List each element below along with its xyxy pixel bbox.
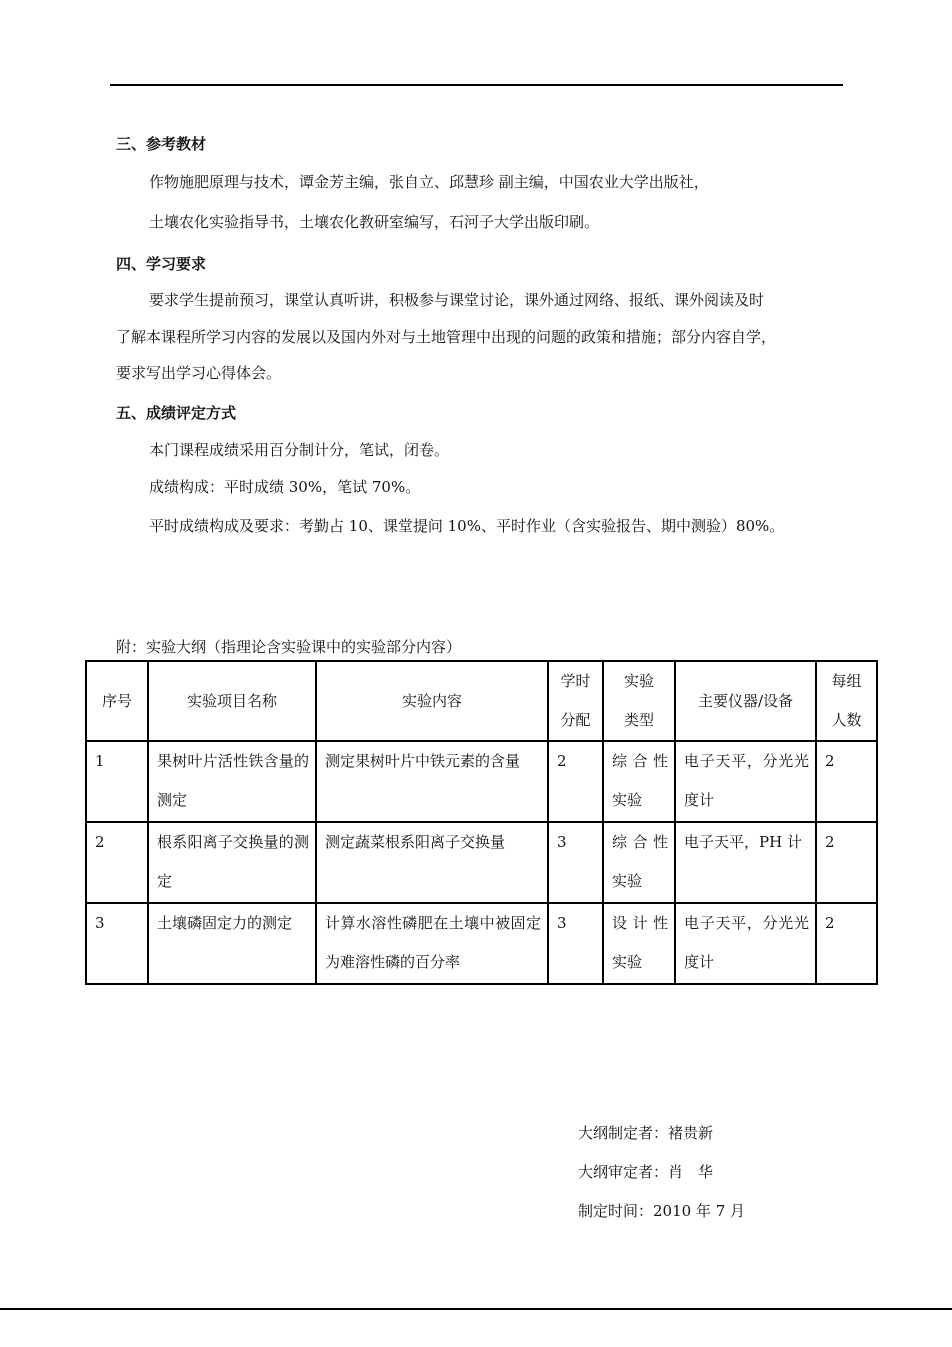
- cell-type: 设计性实验: [603, 903, 675, 984]
- requirements-line-3: 要求写出学习心得体会。: [116, 364, 282, 382]
- reference-line-1: 作物施肥原理与技术，谭金芳主编，张自立、邱慧珍 副主编，中国农业大学出版社，: [149, 173, 709, 191]
- cell-group: 2: [816, 903, 877, 984]
- cell-hours: 2: [548, 741, 603, 822]
- footer-rule: [0, 1308, 952, 1310]
- header-rule: [110, 84, 843, 86]
- cell-hours: 3: [548, 903, 603, 984]
- header-no: 序号: [86, 661, 148, 741]
- cell-no: 2: [86, 822, 148, 903]
- header-hours-line-1: 学时: [560, 672, 591, 690]
- header-name: 实验项目名称: [148, 661, 316, 741]
- header-group: [816, 661, 877, 741]
- section-heading-references: 三、参考教材: [116, 135, 207, 153]
- table-header-row: [86, 661, 877, 741]
- table-row: [86, 741, 877, 822]
- header-group-line-1: 每组: [831, 672, 862, 690]
- cell-name: 根系阳离子交换量的测定: [148, 822, 316, 903]
- grading-line-1: 本门课程成绩采用百分制计分，笔试，闭卷。: [149, 441, 450, 459]
- header-group-line-2: 人数: [831, 711, 862, 729]
- header-type-line-2: 类型: [623, 711, 654, 729]
- cell-equipment: 电子天平，分光光度计: [675, 741, 816, 822]
- cell-type: 综合性实验: [603, 741, 675, 822]
- outline-author: 大纲制定者：褚贵新: [578, 1124, 714, 1142]
- header-type-line-1: 实验: [623, 672, 654, 690]
- header-equipment: 主要仪器/设备: [675, 661, 816, 741]
- requirements-line-1: 要求学生提前预习，课堂认真听讲，积极参与课堂讨论，课外通过网络、报纸、课外阅读及时: [149, 291, 765, 309]
- reference-line-2: 土壤农化实验指导书，土壤农化教研室编写，石河子大学出版印刷。: [149, 213, 600, 231]
- cell-content: 计算水溶性磷肥在土壤中被固定为难溶性磷的百分率: [316, 903, 548, 984]
- header-hours: [548, 661, 603, 741]
- cell-equipment: 电子天平，分光光度计: [675, 903, 816, 984]
- section-heading-requirements: 四、学习要求: [116, 255, 207, 273]
- cell-group: 2: [816, 741, 877, 822]
- grading-line-3: 平时成绩构成及要求：考勤占 10、课堂提问 10%、平时作业（含实验报告、期中测验）80%。: [149, 517, 785, 535]
- cell-name: 土壤磷固定力的测定: [148, 903, 316, 984]
- cell-type: 综合性实验: [603, 822, 675, 903]
- grading-line-2: 成绩构成：平时成绩 30%，笔试 70%。: [149, 478, 421, 496]
- table-row: [86, 903, 877, 984]
- cell-content: 测定蔬菜根系阳离子交换量: [316, 822, 548, 903]
- cell-no: 1: [86, 741, 148, 822]
- requirements-line-2: 了解本课程所学习内容的发展以及国内外对与土地管理中出现的问题的政策和措施；部分内容自学，: [116, 328, 777, 346]
- outline-reviewer: 大纲审定者：肖 华: [578, 1163, 714, 1181]
- cell-name: 果树叶片活性铁含量的测定: [148, 741, 316, 822]
- cell-hours: 3: [548, 822, 603, 903]
- cell-group: 2: [816, 822, 877, 903]
- section-heading-grading: 五、成绩评定方式: [116, 404, 237, 422]
- cell-no: 3: [86, 903, 148, 984]
- cell-equipment: 电子天平，PH 计: [675, 822, 816, 903]
- experiment-table: [85, 660, 878, 985]
- header-type: [603, 661, 675, 741]
- cell-content: 测定果树叶片中铁元素的含量: [316, 741, 548, 822]
- outline-date: 制定时间：2010 年 7 月: [578, 1202, 746, 1220]
- appendix-caption: 附：实验大纲（指理论含实验课中的实验部分内容）: [116, 638, 462, 656]
- header-content: 实验内容: [316, 661, 548, 741]
- header-hours-line-2: 分配: [560, 711, 591, 729]
- table-row: [86, 822, 877, 903]
